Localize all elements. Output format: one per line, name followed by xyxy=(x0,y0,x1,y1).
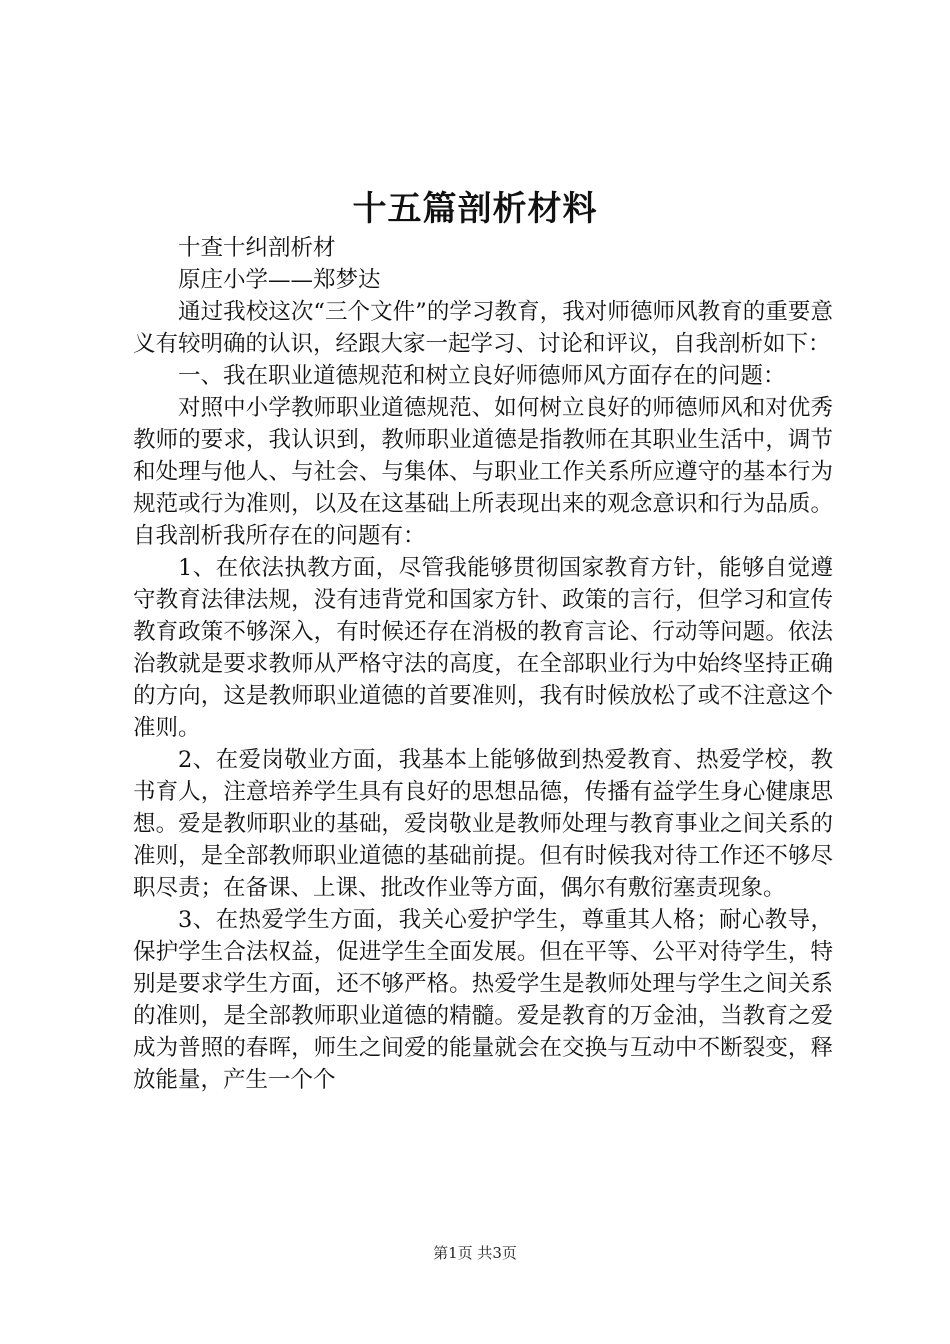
subtitle-line: 十查十纠剖析材 xyxy=(178,235,336,261)
body-paragraph: 3、在热爱学生方面，我关心爱护学生，尊重其人格；耐心教导，保护学生合法权益，促进学生全面发展。但在平等、公平对待学生，特别是要求学生方面，还不够严格。热爱学生是教师处理与学生之间关系的准则，是全部教师职业道德的精髓。爱是教育的万金油，当教育之爱成为普照的春晖，师生之间爱的能量就会在交换与互动中不断裂变，释放能量，产生一个个 xyxy=(133,907,833,1093)
body-paragraph: 对照中小学教师职业道德规范、如何树立良好的师德师风和对优秀教师的要求，我认识到，教师职业道德是指教师在其职业生活中，调节和处理与他人、与社会、与集体、与职业工作关系所应遵守的基本行为规范或行为准则，以及在这基础上所表现出来的观念意识和行为品质。自我剖析我所存在的问题有： xyxy=(133,395,833,549)
author-line: 原庄小学——郑梦达 xyxy=(178,267,381,293)
body-paragraph: 通过我校这次“三个文件”的学习教育，我对师德师风教育的重要意义有较明确的认识，经跟大家一起学习、讨论和评议，自我剖析如下： xyxy=(133,299,833,357)
page-number-footer: 第1页 共3页 xyxy=(433,1244,517,1262)
document-title: 十五篇剖析材料 xyxy=(352,189,598,229)
body-paragraph: 2、在爱岗敬业方面，我基本上能够做到热爱教育、热爱学校，教书育人，注意培养学生具有良好的思想品德，传播有益学生身心健康思想。爱是教师职业的基础，爱岗敬业是教师处理与教育事业之间关系的准则，是全部教师职业道德的基础前提。但有时候我对待工作还不够尽职尽责；在备课、上课、批改作业等方面，偶尔有敷衍塞责现象。 xyxy=(133,747,833,901)
document-body xyxy=(133,232,833,1096)
section-heading: 一、我在职业道德规范和树立良好师德师风方面存在的问题： xyxy=(178,363,786,389)
body-paragraph: 1、在依法执教方面，尽管我能够贯彻国家教育方针，能够自觉遵守教育法律法规，没有违背党和国家方针、政策的言行，但学习和宣传教育政策不够深入，有时候还存在消极的教育言论、行动等问题。依法治教就是要求教师从严格守法的高度，在全部职业行为中始终坚持正确的方向，这是教师职业道德的首要准则，我有时候放松了或不注意这个准则。 xyxy=(133,555,833,741)
